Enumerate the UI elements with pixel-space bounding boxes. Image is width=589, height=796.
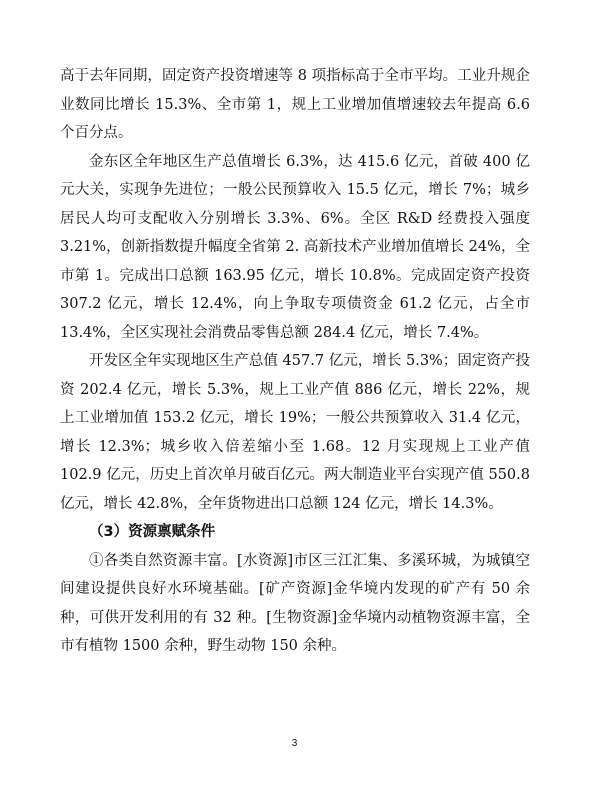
paragraph-industrial-growth: 高于去年同期，固定资产投资增速等 8 项指标高于全市平均。工业升规企业数同比增长 15.3%、全市第 1，规上工业增加值增速较去年提高 6.6 个百分点。: [60, 68, 530, 141]
paragraph-development-zone: 开发区全年实现地区生产总值 457.7 亿元，增长 5.3%；固定资产投资 202.4 亿元，增长 5.3%，规上工业产值 886 亿元，增长 22%，规上工业增加值 153.2 亿元，增长 19%；一般公共预算收入 31.4 亿元，增长 12.3%；城乡收入倍差缩小至 1.68。12 月实现规上工业产值 102.9 亿元，历史上首次单月破百亿元。两大制造业平台实现产值 550.8 亿元，增长 42.8%，全年货物进出口总额 124 亿元，增长 14.3%。: [60, 353, 530, 512]
page-number: 3: [291, 738, 298, 749]
paragraph-jindong-district: 金东区全年地区生产总值增长 6.3%，达 415.6 亿元，首破 400 亿元大关，实现争先进位；一般公民预算收入 15.5 亿元，增长 7%；城乡居民人均可支配收入分别增长 3.3%、6%。全区 R&D 经费投入强度 3.21%，创新指数提升幅度全省第 2. 高新技术产业增加值增长 24%，全市第 1。完成出口总额 163.95 亿元，增长 10.8%。完成固定资产投资 307.2 亿元，增长 12.4%，向上争取专项债资金 61.2 亿元，占全市 13.4%，全区实现社会消费品零售总额 284.4 亿元，增长 7.4%。: [60, 153, 530, 341]
section-heading-resources: （3）资源禀赋条件: [89, 524, 216, 540]
paragraph-natural-resources: ①各类自然资源丰富。[水资源]市区三江汇集、多溪环城，为城镇空间建设提供良好水环境基础。[矿产资源]金华境内发现的矿产有 50 余种，可供开发利用的有 32 种。[生物资源]金华境内动植物资源丰富，全市有植物 1500 余种，野生动物 150 余种。: [60, 552, 530, 654]
document-body: [60, 62, 530, 661]
